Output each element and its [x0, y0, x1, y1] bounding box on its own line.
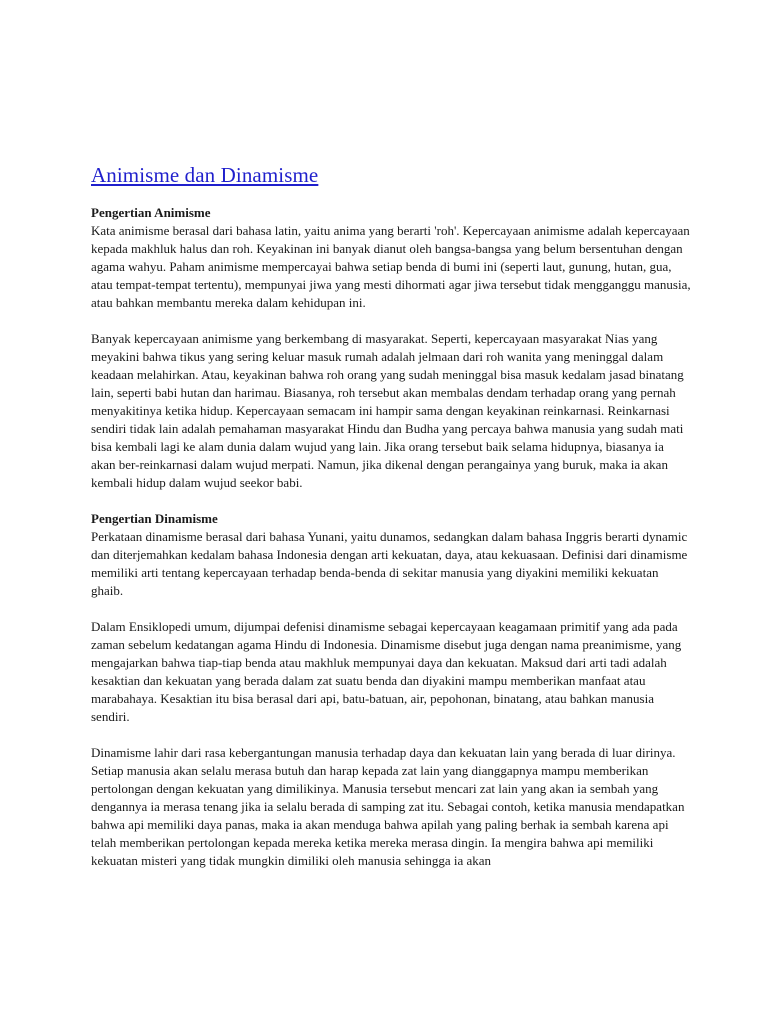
section-heading-animisme: Pengertian Animisme [91, 205, 211, 220]
document-title[interactable]: Animisme dan Dinamisme [91, 163, 319, 187]
section-dinamisme [91, 510, 691, 870]
paragraph: Kata animisme berasal dari bahasa latin, yaitu anima yang berarti 'roh'. Kepercayaan animisme adalah kepercayaan kepada makhluk halus dan roh. Keyakinan ini banyak dianut oleh bangsa-bangsa yang belum bersentuhan dengan agama wahyu. Paham animisme mempercayai bahwa setiap benda di bumi ini (seperti laut, gunung, hutan, gua, atau tempat-tempat tertentu), mempunyai jiwa yang mesti dihormati agar jiwa tersebut tidak mengganggu manusia, atau bahkan membantu mereka dalam kehidupan ini. [91, 223, 691, 310]
document-page [91, 160, 691, 888]
paragraph: Dinamisme lahir dari rasa kebergantungan manusia terhadap daya dan kekuatan lain yang berada di luar dirinya. Setiap manusia akan selalu merasa butuh dan harap kepada zat lain yang dianggapnya mampu memberikan pertolongan dengan kekuatan yang dimilikinya. Manusia tersebut mencari zat lain yang akan ia sembah yang dengannya ia merasa tenang jika ia selalu berada di samping zat itu. Sebagai contoh, ketika manusia mendapatkan bahwa api memiliki daya panas, maka ia akan menduga bahwa apilah yang paling berhak ia sembah karena api telah memberikan pertolongan kepada mereka ketika mereka merasa dingin. Ia mengira bahwa api memiliki kekuatan misteri yang tidak mungkin dimiliki oleh manusia sehingga ia akan [91, 745, 685, 868]
paragraph: Perkataan dinamisme berasal dari bahasa Yunani, yaitu dunamos, sedangkan dalam bahasa Inggris berarti dynamic dan diterjemahkan kedalam bahasa Indonesia dengan arti kekuatan, daya, atau kekuasaan. Definisi dari dinamisme memiliki arti tentang kepercayaan terhadap benda-benda di sekitar manusia yang diyakini memiliki kekuatan ghaib. [91, 529, 688, 598]
paragraph: Dalam Ensiklopedi umum, dijumpai defenisi dinamisme sebagai kepercayaan keagamaan primitif yang ada pada zaman sebelum kedatangan agama Hindu di Indonesia. Dinamisme disebut juga dengan nama preanimisme, yang mengajarkan bahwa tiap-tiap benda atau makhluk mempunyai daya dan kekuatan. Maksud dari arti tadi adalah kesaktian dan kekuatan yang berada dalam zat suatu benda dan diyakini mampu memberikan manfaat atau marabahaya. Kesaktian itu bisa berasal dari api, batu-batuan, air, pepohonan, binatang, atau bahkan manusia sendiri. [91, 619, 682, 724]
section-animisme [91, 204, 691, 492]
section-heading-dinamisme: Pengertian Dinamisme [91, 511, 218, 526]
paragraph: Banyak kepercayaan animisme yang berkembang di masyarakat. Seperti, kepercayaan masyarakat Nias yang meyakini bahwa tikus yang sering keluar masuk rumah adalah jelmaan dari roh wanita yang meninggal dalam keadaan melahirkan. Atau, keyakinan bahwa roh orang yang sudah meninggal bisa masuk kedalam jasad binatang lain, seperti babi hutan dan harimau. Biasanya, roh tersebut akan membalas dendam terhadap orang yang pernah menyakitinya ketika hidup. Kepercayaan semacam ini hampir sama dengan keyakinan reinkarnasi. Reinkarnasi sendiri tidak lain adalah pemahaman masyarakat Hindu dan Budha yang percaya bahwa manusia yang sudah mati bisa kembali lagi ke alam dunia dalam wujud yang lain. Jika orang tersebut baik selama hidupnya, biasanya ia akan ber-reinkarnasi dalam wujud merpati. Namun, jika dikenal dengan perangainya yang buruk, maka ia akan kembali hidup dalam wujud seekor babi. [91, 331, 684, 490]
